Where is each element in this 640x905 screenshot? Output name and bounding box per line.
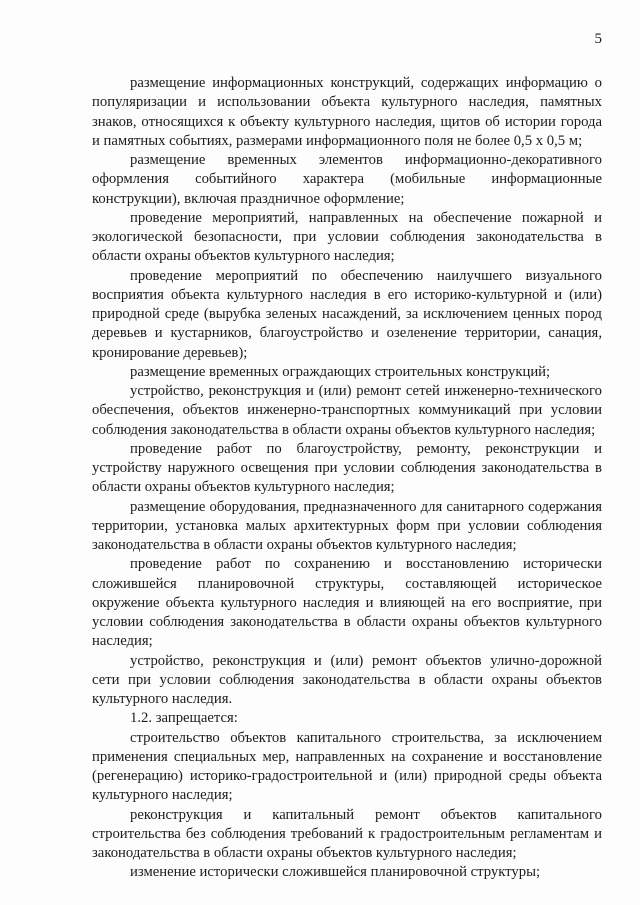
paragraph-temporary-fencing: размещение временных ограждающих строительных конструкций; [130,363,551,380]
section-heading-prohibited: 1.2. запрещается: [130,710,238,727]
page-number: 5 [594,31,602,47]
paragraph-capital-construction: строительство объектов капитального строительства, за исключением применения специальных мер, направленных на сохранение и восстановление (регенерацию) историко-градостроительной и (или) природной среды объекта культурного наследия; [92,729,602,804]
paragraph-info-constructions: размещение информационных конструкций, содержащих информацию о популяризации и использовании объекта культурного наследия, памятных знаков, относящихся к объекту культурного наследия, щитов об истории города и памятных событиях, размерами информационного поля не более 0,5 х 0,5 м; [92,75,602,149]
paragraph-road-network: устройство, реконструкция и (или) ремонт объектов улично-дорожной сети при условии соблюдения законодательства в области охраны объектов культурного наследия. [92,652,602,707]
paragraph-engineering-networks: устройство, реконструкция и (или) ремонт сетей инженерно-технического обеспечения, объектов инженерно-транспортных коммуникаций при условии соблюдения законодательства в области охраны объектов культурного наследия; [92,383,602,438]
paragraph-lighting: проведение работ по благоустройству, ремонту, реконструкции и устройству наружного освещения при условии соблюдения законодательства в области охраны объектов культурного наследия; [92,440,602,496]
body-text [92,74,602,883]
paragraph-reconstruction-repair: реконструкция и капитальный ремонт объектов капитального строительства без соблюдения требований к градостроительным регламентам и законодательства в области охраны объектов культурного наследия; [92,806,602,861]
paragraph-planning-structure-restoration: проведение работ по сохранению и восстановлению исторически сложившейся планировочной структуры, составляющей историческое окружение объекта культурного наследия и влияющей на его восприятие, при условии соблюдения законодательства в области охраны объектов культурного наследия; [92,556,602,650]
paragraph-fire-safety: проведение мероприятий, направленных на обеспечение пожарной и экологической безопасности, при условии соблюдения законодательства в области охраны объектов культурного наследия; [92,209,602,265]
paragraph-sanitary-equipment: размещение оборудования, предназначенного для санитарного содержания территории, установка малых архитектурных форм при условии соблюдения законодательства в области охраны объектов культурного наследия; [92,498,602,553]
paragraph-planning-structure-change: изменение исторически сложившейся планировочной структуры; [130,864,541,881]
paragraph-visual-perception: проведение мероприятий по обеспечению наилучшего визуального восприятия объекта культурного наследия в его историко-культурной и (или) природной среде (вырубка зеленых насаждений, за исключением ценных пород деревьев и кустарников, благоустройство и озеленение территории, санация, кронирование деревьев); [92,267,602,361]
paragraph-temporary-decor: размещение временных элементов информационно-декоративного оформления событийного характера (мобильные информационные конструкции), включая праздничное оформление; [92,152,602,207]
